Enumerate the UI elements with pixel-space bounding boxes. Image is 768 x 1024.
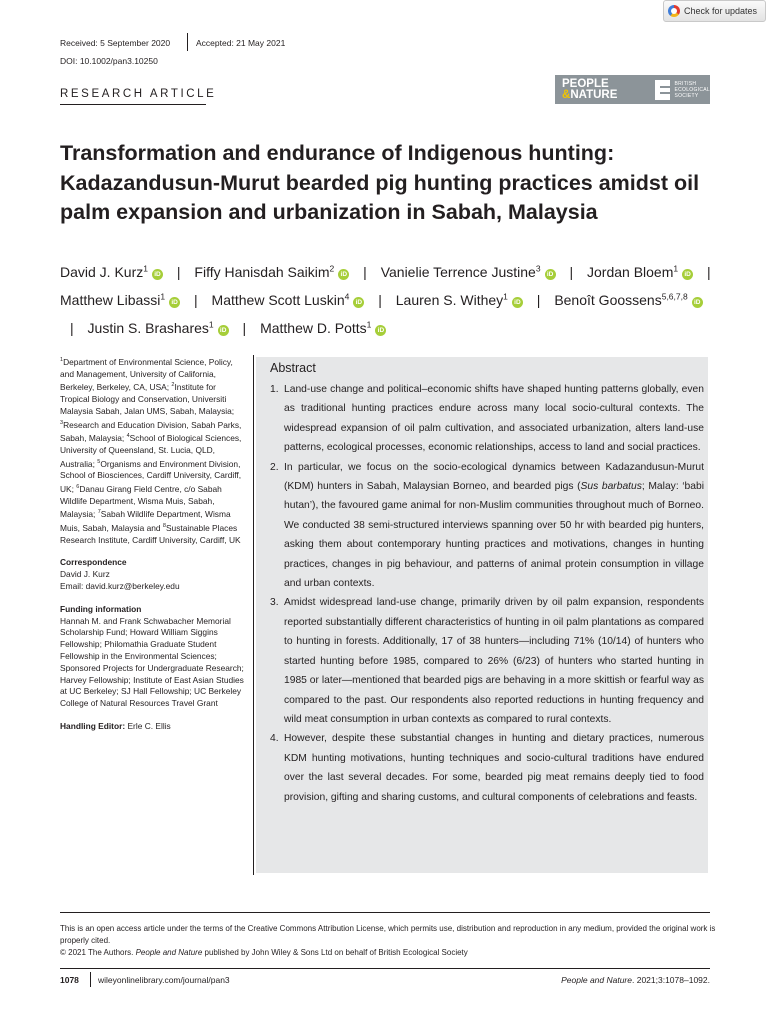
people-nature-wordmark <box>555 79 647 101</box>
author-affiliation-sup: 3 <box>535 263 541 273</box>
affiliations <box>60 355 245 546</box>
orcid-icon[interactable]: iD <box>353 297 364 308</box>
abstract-item <box>270 729 704 807</box>
author-name: Lauren S. Withey <box>395 291 504 308</box>
abstract-box <box>256 357 708 873</box>
abstract-item <box>270 593 704 729</box>
article-type: RESEARCH ARTICLE <box>60 88 217 100</box>
abstract-heading: Abstract <box>270 361 316 375</box>
crossmark-icon <box>668 5 680 17</box>
abstract-item <box>270 380 704 458</box>
correspondence <box>60 557 245 592</box>
journal-url-link[interactable]: wileyonlinelibrary.com/journal/pan3 <box>98 975 230 985</box>
author-name: David J. Kurz <box>60 263 144 280</box>
author-name: Matthew D. Potts <box>260 319 367 336</box>
citation-journal: People and Nature <box>561 975 632 985</box>
abstract-item-text: However, despite these substantial changes in hunting and dietary practices, numerous KDM hunting motivations, hunting techniques and socio-cultural traditions have endured over the last several decades. For some, bearded pig meat remains deeply tied to food provision, gifting and sharing customs, and cultural components of celebrations and feasts. <box>284 733 704 803</box>
bes-emblem-icon <box>655 80 670 100</box>
orcid-icon[interactable]: iD <box>218 325 229 336</box>
author-affiliation-sup: 1 <box>208 319 214 330</box>
author-separator: | <box>194 291 198 308</box>
correspondence-name: David J. Kurz <box>60 569 110 580</box>
author-separator: | <box>378 291 382 308</box>
abstract-item-number: 3. <box>270 597 279 609</box>
abstract-item-text-cont: ; Malay: ‘babi hutan’), the favoured game animal for non-Muslim communities throughout much of Borneo. We conducted 38 semi-structured interviews spanning over 50 hr with bearded pig hunters, asking them about contemporary hunting practices and motivations, changes in hunting practices, changes in pig behaviour, and patterns of animal protein consumption in village and urban contexts. <box>284 481 704 590</box>
author-separator: | <box>569 263 574 280</box>
author-affiliation-sup: 4 <box>344 291 350 302</box>
affiliation-text: Research and Education Division, Sabah Parks, Sabah, Malaysia; <box>60 419 242 443</box>
orcid-icon[interactable]: iD <box>692 297 703 308</box>
author-name: Matthew Libassi <box>60 291 161 308</box>
handling-editor-heading: Handling Editor: <box>60 720 126 731</box>
correspondence-email[interactable]: Email: david.kurz@berkeley.edu <box>60 580 180 591</box>
copyright-line <box>60 948 468 957</box>
funding-heading: Funding information <box>60 603 142 614</box>
author-name: Vanielie Terrence Justine <box>380 263 536 280</box>
funding-text: Hannah M. and Frank Schwabacher Memorial Scholarship Fund; Howard William Siggins Fellowship; Philomathia Graduate Student Fellowship in the Environmental Sciences; Sponsored Projects for Undergraduate Research; Harvey Fellowship; Institute of East Asian Studies at UC Berkeley; SJ Hall Fellowship; UC Berkeley College of Natural Resources Travel Grant <box>60 615 244 709</box>
author[interactable] <box>554 292 702 308</box>
affiliation-number: 7 <box>97 509 101 516</box>
author-separator: | <box>536 291 541 308</box>
accepted-date: Accepted: 21 May 2021 <box>196 38 286 48</box>
author-affiliation-sup: 1 <box>160 291 166 302</box>
author-affiliation-sup: 1 <box>366 319 372 330</box>
header-divider <box>187 33 188 51</box>
author[interactable] <box>260 320 386 336</box>
author-name: Fiffy Hanisdah Saikim <box>194 263 330 280</box>
citation-details: . 2021;3:1078–1092. <box>632 975 710 985</box>
affiliation-number: 6 <box>76 483 80 490</box>
affiliation-number: 2 <box>171 382 175 389</box>
affiliation-text: Sustainable Places Research Institute, Cardiff University, Cardiff, UK <box>60 522 241 545</box>
author-name: Jordan Bloem <box>587 263 674 280</box>
bottom-rule <box>60 968 710 969</box>
logo-line-nature <box>562 90 647 101</box>
author[interactable] <box>60 264 163 280</box>
citation-line <box>561 975 710 985</box>
check-for-updates-button[interactable] <box>663 0 766 22</box>
orcid-icon[interactable]: iD <box>512 297 523 308</box>
article-type-underline <box>60 104 206 105</box>
author-name: Matthew Scott Luskin <box>211 291 345 308</box>
author-affiliation-sup: 2 <box>329 263 335 273</box>
affiliation-text: Organisms and Environment Division, School of Biosciences, Cardiff University, Cardiff, UK; <box>60 458 242 494</box>
author[interactable] <box>212 292 365 308</box>
abstract-item-number: 2. <box>270 461 279 473</box>
orcid-icon[interactable]: iD <box>682 269 693 280</box>
handling-editor <box>60 721 245 733</box>
doi-link[interactable]: DOI: 10.1002/pan3.10250 <box>60 56 158 66</box>
affiliation-number: 3 <box>60 419 64 426</box>
author[interactable] <box>381 264 556 280</box>
author-list <box>60 256 730 340</box>
page-number: 1078 <box>60 975 79 985</box>
bes-line-2: ECOLOGICAL <box>674 86 710 93</box>
left-sidebar <box>60 355 245 744</box>
bes-line-1: BRITISH <box>674 80 697 87</box>
column-divider <box>253 355 254 875</box>
article-title: Transformation and endurance of Indigenous hunting: Kadazandusun-Murut bearded pig hunting practices amidst oil palm expansion and urbanization in Sabah, Malaysia <box>60 141 700 224</box>
license-notice: This is an open access article under the terms of the Creative Commons Attribution License, which permits use, distribution and reproduction in any medium, provided the original work is properly cited. <box>60 924 716 945</box>
abstract-item <box>270 458 704 594</box>
author[interactable] <box>60 292 180 308</box>
author-affiliation-sup: 1 <box>673 263 679 273</box>
logo-line-people: PEOPLE <box>562 77 609 90</box>
affiliation-text: School of Biological Sciences, University of Queensland, St. Lucia, QLD, Australia; <box>60 432 242 469</box>
footer-rule <box>60 912 710 913</box>
bes-wordmark <box>674 81 710 99</box>
abstract-list <box>270 380 704 807</box>
footer-divider <box>90 972 91 987</box>
logo-nature-word: NATURE <box>570 88 618 101</box>
affiliation-text: Department of Environmental Science, Policy, and Management, University of California, Berkeley, Berkeley, CA, USA; <box>60 356 233 393</box>
affiliation-text: Institute for Tropical Biology and Conservation, Universiti Malaysia Sabah, Jalan UMS, Sabah, Malaysia; <box>60 382 235 416</box>
author-name: Benoît Goossens <box>554 291 662 308</box>
abstract-item-text: Land-use change and political–economic shifts have shaped hunting patterns globally, even as traditional hunting practices endure across many local socio-cultural contexts. The widespread expansion of oil palm cultivation, and associated urbanization, alters land-use patterns, ecological processes, economic relationships, access to land and social practices. <box>284 384 704 454</box>
check-for-updates-label: Check for updates <box>683 6 757 16</box>
abstract-item-number: 1. <box>270 384 279 395</box>
journal-logo[interactable] <box>555 75 710 104</box>
orcid-icon[interactable]: iD <box>152 269 163 280</box>
orcid-icon[interactable]: iD <box>375 325 386 336</box>
author[interactable] <box>587 264 693 280</box>
author-separator: | <box>242 319 247 336</box>
author-affiliation-sup: 1 <box>143 263 148 273</box>
abstract-item-text: Amidst widespread land-use change, primarily driven by oil palm expansion, respondents reported substantially different characteristics of hunting in oil palm plantations as compared to hunting in forests. Additionally, 17 of 38 hunters—including 71% (10/14) of hunters who started hunting before 1985, compared to 26% (6/23) of hunters who started hunting in 1985 or later—mentioned that bearded pigs are behaving in a more skittish or fearful way as compared to the past. Our respondents also reported reductions in hunting frequency and wild meat consumption in urban contexts as compared to rural contexts. <box>284 597 704 725</box>
bes-line-3: SOCIETY <box>674 92 699 99</box>
received-date: Received: 5 September 2020 <box>60 38 171 48</box>
species-name: Sus barbatus <box>580 481 642 493</box>
copyright-prefix: © 2021 The Authors. <box>60 948 136 957</box>
orcid-icon[interactable]: iD <box>545 269 556 280</box>
author[interactable] <box>88 320 229 336</box>
author-affiliation-sup: 5,6,7,8 <box>661 291 688 302</box>
orcid-icon[interactable]: iD <box>338 269 349 280</box>
author-separator: | <box>70 319 74 336</box>
affiliation-number: 4 <box>126 433 130 440</box>
affiliation-number: 8 <box>162 522 166 529</box>
author-separator: | <box>176 263 181 280</box>
author-affiliation-sup: 1 <box>503 291 508 302</box>
abstract-item-text: In particular, we focus on the socio-ecological dynamics between Kadazandusun-Murut (KDM) hunters in Sabah, Malaysian Borneo, and bearded pigs ( <box>284 461 704 493</box>
affiliation-text: Sabah Wildlife Department, Wisma Muis, Sabah, Malaysia and <box>60 509 231 533</box>
orcid-icon[interactable]: iD <box>169 297 180 308</box>
affiliation-text: Danau Girang Field Centre, c/o Sabah Wildlife Department, Wisma Muis, Sabah, Malaysia; <box>60 483 222 520</box>
author[interactable] <box>396 292 523 308</box>
handling-editor-name: Erle C. Ellis <box>125 720 171 731</box>
copyright-suffix: published by John Wiley & Sons Ltd on behalf of British Ecological Society <box>202 948 468 957</box>
logo-ampersand: & <box>562 88 571 101</box>
abstract-item-number: 4. <box>270 733 279 745</box>
author[interactable] <box>194 264 349 280</box>
affiliation-number: 5 <box>97 458 101 465</box>
affiliation-number: 1 <box>60 357 64 363</box>
author-separator: | <box>707 263 711 280</box>
author-separator: | <box>363 263 367 280</box>
funding <box>60 604 245 710</box>
correspondence-heading: Correspondence <box>60 557 127 568</box>
copyright-journal: People and Nature <box>135 948 203 957</box>
author-name: Justin S. Brashares <box>87 319 209 336</box>
